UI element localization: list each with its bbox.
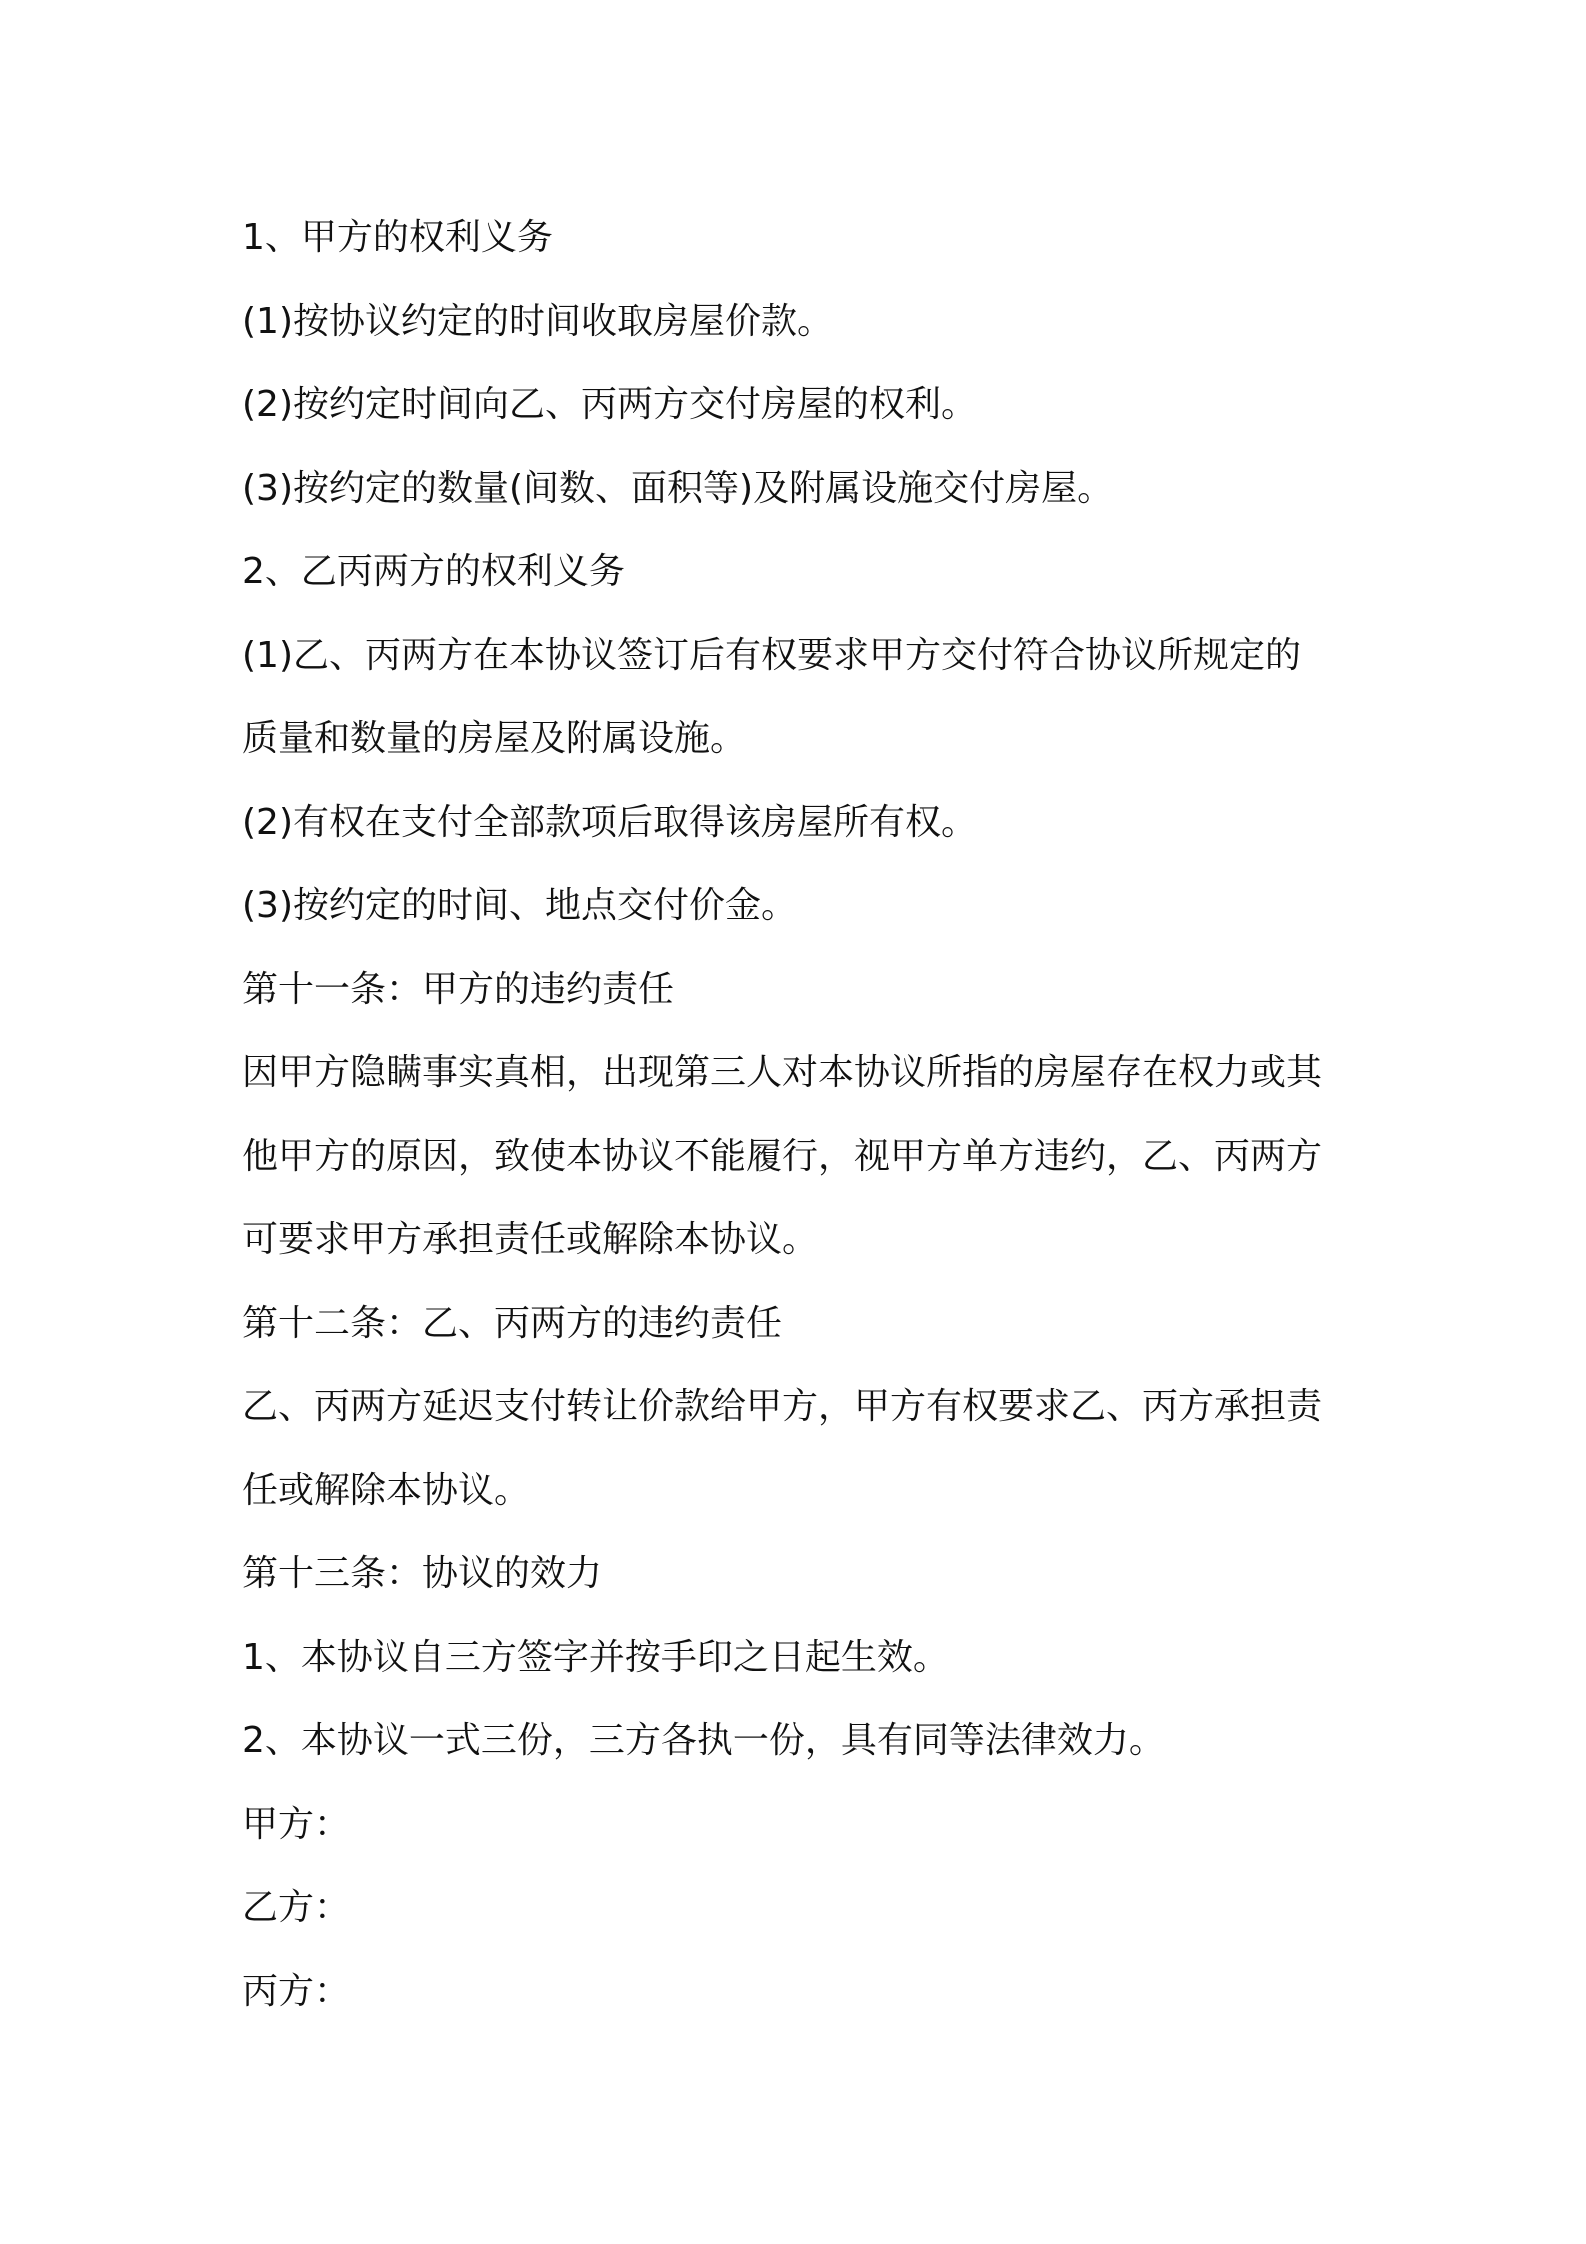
paragraph-line: 任或解除本协议。 xyxy=(242,1469,531,1511)
paragraph-line: (1)乙、丙两方在本协议签订后有权要求甲方交付符合协议所规定的 xyxy=(242,634,1301,676)
paragraph-line: 2、本协议一式三份，三方各执一份，具有同等法律效力。 xyxy=(242,1720,1165,1761)
paragraph-line: 可要求甲方承担责任或解除本协议。 xyxy=(242,1219,819,1260)
paragraph-line: 质量和数量的房屋及附属设施。 xyxy=(242,718,747,759)
paragraph-line: (2)按约定时间向乙、丙两方交付房屋的权利。 xyxy=(242,384,977,425)
paragraph-line: 因甲方隐瞒事实真相，出现第三人对本协议所指的房屋存在权力或其 xyxy=(242,1052,1323,1093)
signature-party-b: 乙方： xyxy=(242,1887,351,1928)
paragraph-line: 乙、丙两方延迟支付转让价款给甲方，甲方有权要求乙、丙方承担责 xyxy=(242,1386,1323,1427)
article-13-heading: 第十三条：协议的效力 xyxy=(242,1553,603,1594)
article-11-heading: 第十一条：甲方的违约责任 xyxy=(242,968,675,1010)
document-body xyxy=(242,196,1362,2033)
paragraph-line: 1、本协议自三方签字并按手印之日起生效。 xyxy=(242,1636,949,1678)
paragraph-line: (3)按约定的数量(间数、面积等)及附属设施交付房屋。 xyxy=(242,467,1114,509)
paragraph-line: (2)有权在支付全部款项后取得该房屋所有权。 xyxy=(242,801,977,843)
paragraph-line: (3)按约定的时间、地点交付价金。 xyxy=(242,885,797,926)
paragraph-line: (1)按协议约定的时间收取房屋价款。 xyxy=(242,300,833,342)
section-heading-party-a-rights: 1、甲方的权利义务 xyxy=(242,217,553,258)
section-heading-party-bc-rights: 2、乙丙两方的权利义务 xyxy=(242,551,625,592)
article-12-heading: 第十二条：乙、丙两方的违约责任 xyxy=(242,1302,783,1344)
paragraph-line: 他甲方的原因，致使本协议不能履行，视甲方单方违约，乙、丙两方 xyxy=(242,1135,1323,1177)
signature-party-c: 丙方： xyxy=(242,1970,351,2012)
signature-party-a: 甲方： xyxy=(242,1803,351,1845)
